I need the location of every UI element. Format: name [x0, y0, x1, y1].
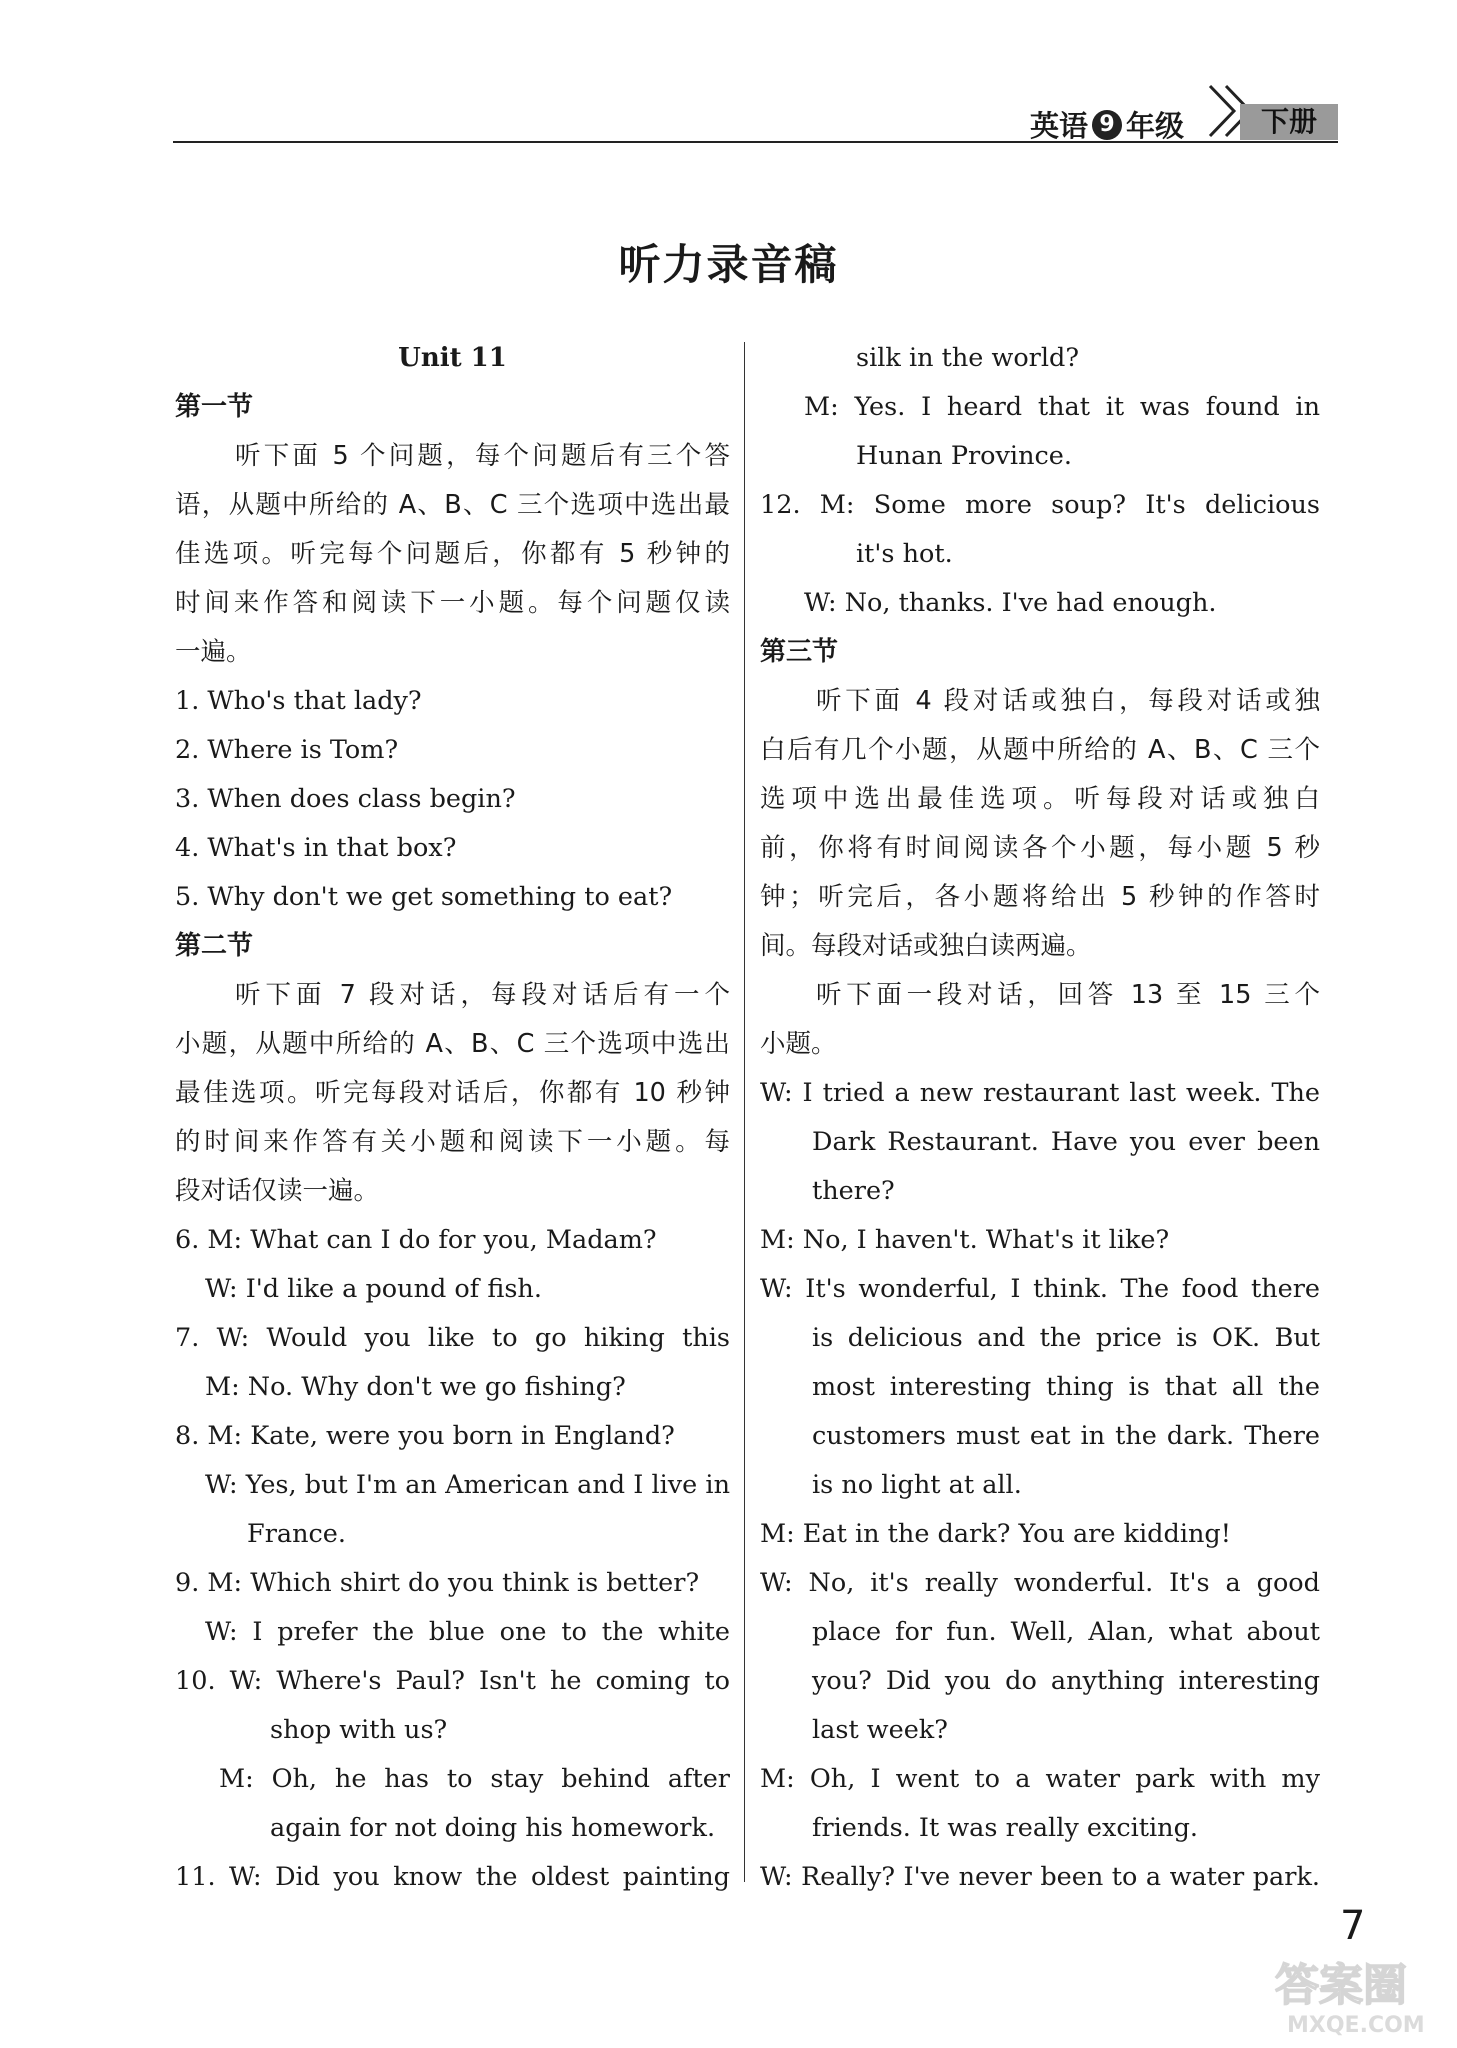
text-line: it's hot. [856, 539, 953, 569]
text-line: customers must eat in the dark. There [812, 1421, 1320, 1451]
section-heading: 第一节 [175, 392, 254, 422]
section-heading: 第二节 [175, 931, 254, 961]
text-line: most interesting thing is that all the [812, 1372, 1320, 1402]
text-line: 4. What's in that box? [175, 833, 457, 863]
text-line: Hunan Province. [856, 441, 1072, 471]
watermark-logo [1265, 1950, 1445, 2040]
text-line: 最佳选项。听完每段对话后，你都有 10 秒钟 [175, 1078, 730, 1108]
text-line: W: No, thanks. I've had enough. [804, 588, 1217, 618]
svg-text:MXQE.COM: MXQE.COM [1287, 2013, 1425, 2038]
text-line: M: Yes. I heard that it was found in [804, 392, 1320, 422]
text-line: shop with us? [270, 1715, 448, 1745]
subject-label: 英语 [1030, 109, 1089, 143]
text-line: 前，你将有时间阅读各个小题，每小题 5 秒 [760, 833, 1320, 863]
volume-label: 下册 [1240, 104, 1338, 140]
text-line: M: Oh, he has to stay behind after [219, 1764, 730, 1794]
text-line: 听下面 4 段对话或独白，每段对话或独 [816, 686, 1320, 716]
text-line: W: I tried a new restaurant last week. The [760, 1078, 1320, 1108]
header-title [1030, 104, 1184, 145]
text-line: 8. M: Kate, were you born in England? [175, 1421, 675, 1451]
text-line: 时间来作答和阅读下一小题。每个问题仅读 [175, 588, 730, 618]
text-line: 钟；听完后，各小题将给出 5 秒钟的作答时 [760, 882, 1320, 912]
text-line: M: No, I haven't. What's it like? [760, 1225, 1170, 1255]
grade-label: 年级 [1126, 109, 1185, 143]
text-line: 听下面 7 段对话，每段对话后有一个 [235, 980, 730, 1010]
text-line: there? [812, 1176, 895, 1206]
right-column [760, 334, 1320, 1902]
text-line: you? Did you do anything interesting [812, 1666, 1320, 1696]
text-line: 的时间来作答有关小题和阅读下一小题。每 [175, 1127, 730, 1157]
text-line: 2. Where is Tom? [175, 735, 399, 765]
text-line: 10. W: Where's Paul? Isn't he coming to [175, 1666, 730, 1696]
text-line: 听下面一段对话，回答 13 至 15 三个 [816, 980, 1320, 1010]
text-line: W: No, it's really wonderful. It's a good [760, 1568, 1320, 1598]
text-line: 7. W: Would you like to go hiking this [175, 1323, 730, 1353]
text-line: 11. W: Did you know the oldest painting [175, 1862, 730, 1892]
text-line: 语，从题中所给的 A、B、C 三个选项中选出最 [175, 490, 730, 520]
left-column [175, 334, 730, 1902]
unit-title: Unit 11 [398, 343, 507, 373]
svg-text:答案圈: 答案圈 [1275, 1960, 1407, 2011]
text-line: 白后有几个小题，从题中所给的 A、B、C 三个 [760, 735, 1320, 765]
text-line: again for not doing his homework. [270, 1813, 716, 1843]
text-line: 一遍。 [175, 637, 252, 667]
text-line: 3. When does class begin? [175, 784, 516, 814]
section-heading: 第三节 [760, 637, 839, 667]
text-line: 段对话仅读一遍。 [175, 1176, 380, 1206]
page-header [0, 0, 1457, 150]
text-line: 5. Why don't we get something to eat? [175, 882, 673, 912]
text-line: W: I'd like a pound of fish. [205, 1274, 542, 1304]
text-line: W: I prefer the blue one to the white [205, 1617, 730, 1647]
page-title: 听力录音稿 [618, 240, 839, 289]
text-line: 间。每段对话或独白读两遍。 [760, 931, 1092, 961]
text-line: silk in the world? [856, 343, 1080, 373]
text-line: 9. M: Which shirt do you think is better? [175, 1568, 700, 1598]
text-line: 小题，从题中所给的 A、B、C 三个选项中选出 [175, 1029, 730, 1059]
text-line: 选项中选出最佳选项。听每段对话或独白 [760, 784, 1320, 814]
text-line: M: No. Why don't we go fishing? [205, 1372, 626, 1402]
text-line: M: Oh, I went to a water park with my [760, 1764, 1320, 1794]
text-line: W: It's wonderful, I think. The food there [760, 1274, 1320, 1304]
text-line: France. [247, 1519, 346, 1549]
text-line: W: Really? I've never been to a water park. [760, 1862, 1320, 1892]
text-line: 佳选项。听完每个问题后，你都有 5 秒钟的 [175, 539, 730, 569]
text-line: is delicious and the price is OK. But [812, 1323, 1320, 1353]
text-line: 12. M: Some more soup? It's delicious [760, 490, 1320, 520]
text-line: W: Yes, but I'm an American and I live in [205, 1470, 730, 1500]
text-line: friends. It was really exciting. [812, 1813, 1199, 1843]
text-line: 1. Who's that lady? [175, 686, 422, 716]
column-divider [744, 342, 745, 1882]
grade-number-badge: 9 [1092, 110, 1122, 140]
text-line: 6. M: What can I do for you, Madam? [175, 1225, 657, 1255]
text-line: last week? [812, 1715, 948, 1745]
text-line: Dark Restaurant. Have you ever been [812, 1127, 1320, 1157]
page-number: 7 [1340, 1903, 1366, 1949]
text-line: is no light at all. [812, 1470, 1022, 1500]
text-line: 小题。 [760, 1029, 837, 1059]
text-line: place for fun. Well, Alan, what about [812, 1617, 1320, 1647]
text-line: M: Eat in the dark? You are kidding! [760, 1519, 1231, 1549]
text-line: 听下面 5 个问题，每个问题后有三个答 [235, 441, 730, 471]
